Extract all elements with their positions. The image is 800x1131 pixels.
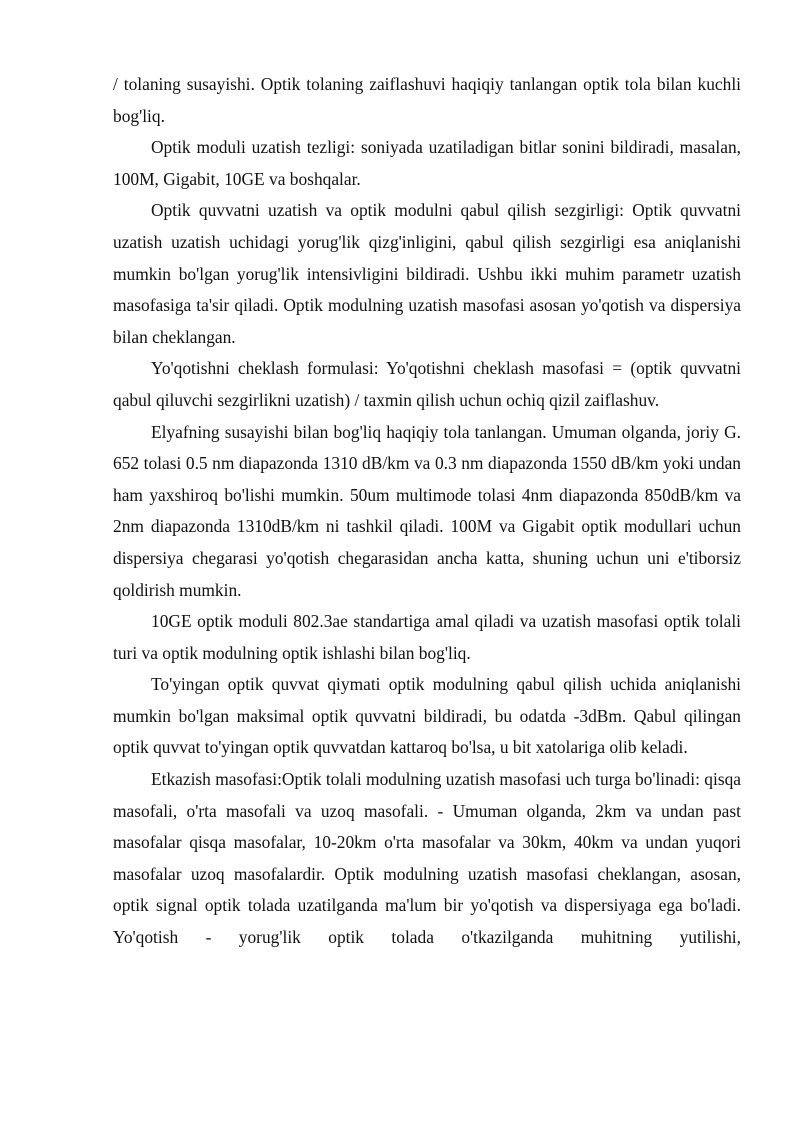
paragraph-2: Optik moduli uzatish tezligi: soniyada uzatiladigan bitlar sonini bildiradi, masalan, 100M, Gigabit, 10GE va boshqalar. [113,137,741,189]
paragraph-1: / tolaning susayishi. Optik tolaning zaiflashuvi haqiqiy tanlangan optik tola bilan kuchli bog'liq. [113,74,741,126]
document-page [113,69,741,954]
paragraph-8: Etkazish masofasi:Optik tolali modulning uzatish masofasi uch turga bo'linadi: qisqa masofali, o'rta masofali va uzoq masofali. - Umuman olganda, 2km va undan past masofalar qisqa masofalar, 10-20km o'rta masofalar va 30km, 40km va undan yuqori masofalar uzoq masofalardir. Optik modulning uzatish masofasi cheklangan, asosan, optik signal optik tolada uzatilganda ma'lum bir yo'qotish va dispersiyaga ega bo'ladi. Yo'qotish - yorug'lik optik tolada o'tkazilganda muhitning yutilishi, [113,769,741,948]
paragraph-3: Optik quvvatni uzatish va optik modulni qabul qilish sezgirligi: Optik quvvatni uzatish uzatish uchidagi yorug'lik qizg'inligini, qabul qilish sezgirligi esa aniqlanishi mumkin bo'lgan yorug'lik intensivligini bildiradi. Ushbu ikki muhim parametr uzatish masofasiga ta'sir qiladi. Optik modulning uzatish masofasi asosan yo'qotish va dispersiya bilan cheklangan. [113,200,741,347]
paragraph-4: Yo'qotishni cheklash formulasi: Yo'qotishni cheklash masofasi = (optik quvvatni qabul qiluvchi sezgirlikni uzatish) / taxmin qilish uchun ochiq qizil zaiflashuv. [113,358,741,410]
paragraph-6: 10GE optik moduli 802.3ae standartiga amal qiladi va uzatish masofasi optik tolali turi va optik modulning optik ishlashi bilan bog'liq. [113,611,741,663]
paragraph-5: Elyafning susayishi bilan bog'liq haqiqiy tola tanlangan. Umuman olganda, joriy G. 652 tolasi 0.5 nm diapazonda 1310 dB/km va 0.3 nm diapazonda 1550 dB/km yoki undan ham yaxshiroq bo'lishi mumkin. 50um multimode tolasi 4nm diapazonda 850dB/km va 2nm diapazonda 1310dB/km ni tashkil qiladi. 100M va Gigabit optik modullari uchun dispersiya chegarasi yo'qotish chegarasidan ancha katta, shuning uchun uni e'tiborsiz qoldirish mumkin. [113,421,741,600]
paragraph-7: To'yingan optik quvvat qiymati optik modulning qabul qilish uchida aniqlanishi mumkin bo'lgan maksimal optik quvvatni bildiradi, bu odatda -3dBm. Qabul qilingan optik quvvat to'yingan optik quvvatdan kattaroq bo'lsa, u bit xatolariga olib keladi. [113,674,741,758]
